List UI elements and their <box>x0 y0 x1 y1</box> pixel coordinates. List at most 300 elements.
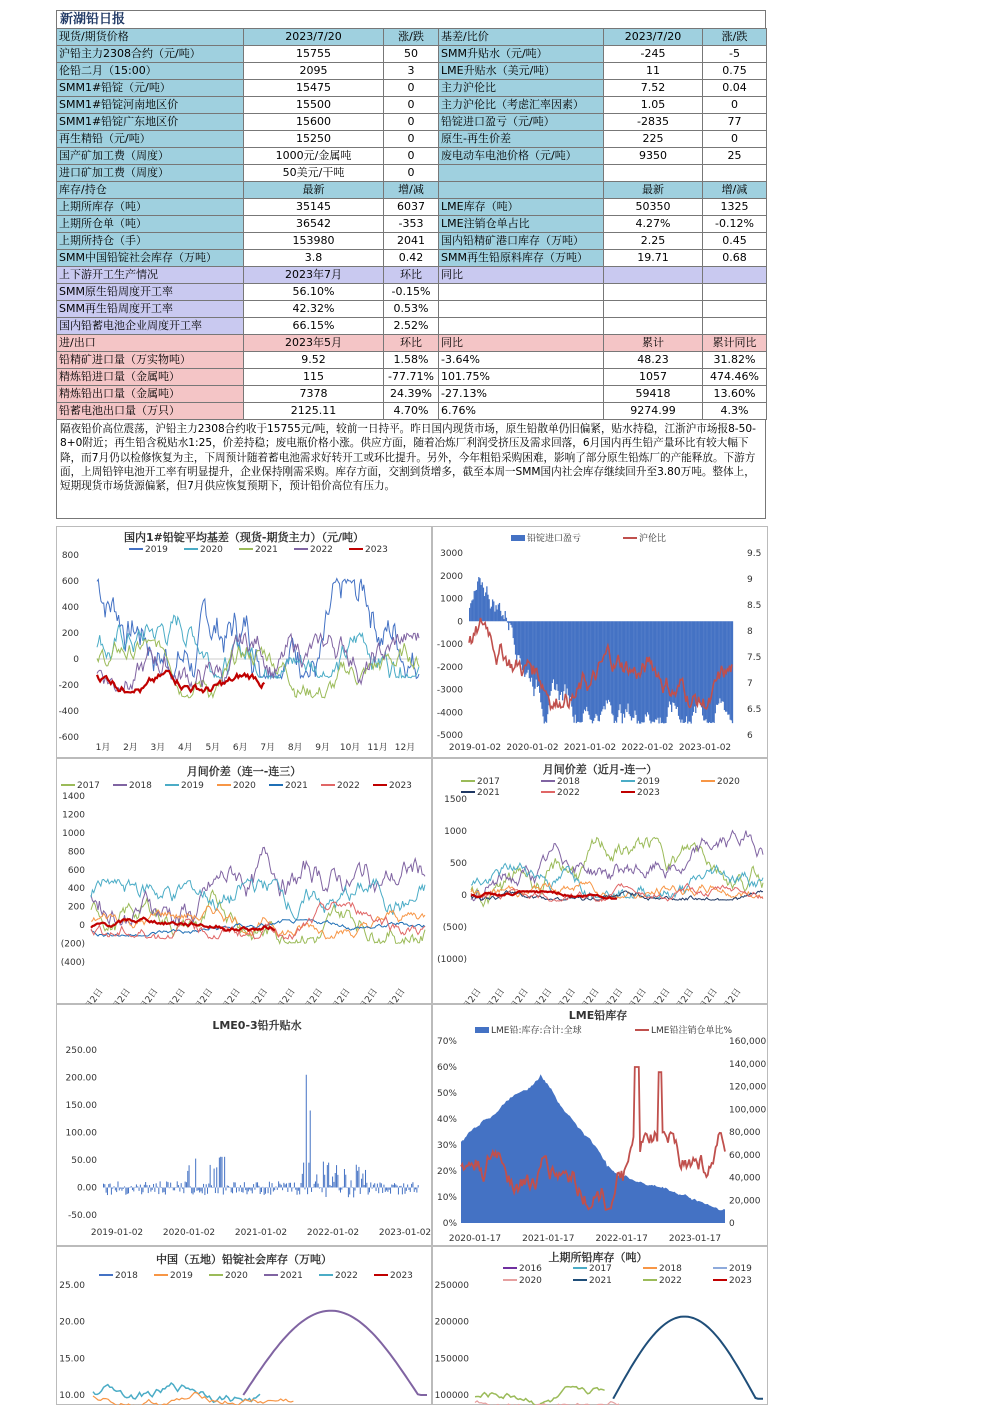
bar <box>314 1184 315 1188</box>
chart-title: 月间价差（连一-连三） <box>187 764 302 778</box>
y-tick-label: -2000 <box>437 663 463 673</box>
bar <box>178 1185 179 1187</box>
x-tick-label: 1月2日 <box>80 986 106 1016</box>
bar <box>273 1188 274 1192</box>
bar <box>673 621 674 703</box>
y-tick-label: -400 <box>59 707 80 717</box>
bar <box>376 1188 377 1192</box>
legend-label: 2019 <box>170 1271 193 1281</box>
table-cell: 225 <box>604 131 703 148</box>
bar <box>119 1188 120 1191</box>
bar <box>541 621 542 709</box>
y-tick-label: 0 <box>461 891 467 901</box>
bar <box>506 618 507 622</box>
table-cell: 9274.99 <box>604 403 703 420</box>
bar <box>320 1187 321 1188</box>
bar <box>161 1188 162 1189</box>
table-cell <box>439 182 604 199</box>
table-cell: 再生精铅（元/吨） <box>57 131 244 148</box>
bar <box>229 1187 230 1188</box>
y-tick-label: 70% <box>437 1037 457 1047</box>
bar <box>148 1188 149 1194</box>
x-tick-label: 2022-01-02 <box>621 743 673 753</box>
table-cell: 474.46% <box>703 369 767 386</box>
x-tick-label: 6月 <box>233 742 248 753</box>
table-cell: 2023年5月 <box>244 335 384 352</box>
bar <box>507 621 508 622</box>
bar <box>306 1075 307 1188</box>
bar <box>377 1184 378 1188</box>
table-cell: 77 <box>703 114 767 131</box>
table-cell: SMM1#铅锭（元/吨） <box>57 80 244 97</box>
bar <box>595 621 596 714</box>
y-tick-label: 800 <box>62 551 79 561</box>
bar <box>395 1184 396 1187</box>
bar <box>208 1184 209 1188</box>
market-commentary: 隔夜铅价高位震荡，沪铅主力2308合约收于15755元/吨，较前一日持平。昨日国内现货市场，原生铅散单仍旧偏紧，贴水持稳，江浙沪市场报8-50-8+0附近；再生铅含税贴水1:25，价差持稳；废电瓶价格小涨。供应方面，随着冶炼厂利润受挤压及需求回落，6月国内再生铅产量环比有较大幅下降，而7月仍以检修恢复为主，下周预计随着蓄电池需求好转开工或环比提升。另外，今年粗铅采购困难，影响了部分原生铅炼厂的产能释放。下游方面，上周铅锌电池开工率有明显提升，企业保持刚需采购。库存方面，交割到货增多，截至本周一SMM国内社会库存继续回升至3.80万吨。整体上，短期现货市场货源偏紧，但7月供应恢复预期下，预计铅价高位有压力。 <box>56 420 766 519</box>
bar <box>478 577 479 621</box>
x-tick-label: 2月2日 <box>107 986 133 1016</box>
bar <box>402 1188 403 1195</box>
bar <box>160 1181 161 1187</box>
bar <box>322 1188 323 1193</box>
y-tick-label: 60,000 <box>729 1151 761 1161</box>
table-cell: 0.42 <box>384 250 439 267</box>
bar <box>480 585 481 621</box>
bar <box>415 1188 416 1190</box>
bar <box>590 621 591 719</box>
table-cell: 进口矿加工费（周度） <box>57 165 244 182</box>
bar <box>663 621 664 723</box>
import-profit-ratio-chart <box>432 526 768 758</box>
series-line <box>97 640 419 698</box>
x-tick-label: 2月 <box>123 742 138 753</box>
x-tick-label: 11月 <box>367 742 387 753</box>
legend-label: 2020 <box>519 1276 542 1286</box>
bar <box>711 621 712 723</box>
bar <box>715 621 716 713</box>
bar <box>199 1188 200 1193</box>
bar <box>343 1187 344 1188</box>
table-cell <box>604 165 703 182</box>
bar <box>210 1165 211 1188</box>
table-row <box>57 369 767 386</box>
table-cell: 4.27% <box>604 216 703 233</box>
bar <box>136 1184 137 1187</box>
bar <box>414 1188 415 1192</box>
table-cell: -27.13% <box>439 386 604 403</box>
bar <box>110 1184 111 1188</box>
legend-label: 2017 <box>77 781 100 791</box>
legend-label: 2020 <box>225 1271 248 1281</box>
x-tick-label: 5月 <box>205 742 220 753</box>
bar <box>135 1187 136 1188</box>
y-tick-label: 150.00 <box>66 1101 98 1111</box>
bar <box>518 621 519 655</box>
table-cell <box>604 284 703 301</box>
bar <box>329 1185 330 1188</box>
bar <box>381 1183 382 1187</box>
bar <box>479 578 480 621</box>
y-tick-label: -3000 <box>437 686 463 696</box>
bar <box>569 621 570 702</box>
x-tick-label: 10月 <box>340 742 360 753</box>
table-cell: 精炼铅出口量（金属吨） <box>57 386 244 403</box>
y-tick-label: 0 <box>729 1219 735 1229</box>
bar <box>328 1163 329 1188</box>
table-cell: 增/减 <box>384 182 439 199</box>
table-cell: 现货/期货价格 <box>57 29 244 46</box>
table-cell: 9350 <box>604 148 703 165</box>
daily-report-sheet <box>56 10 766 519</box>
legend-label: LME铅注销仓单比% <box>651 1024 732 1036</box>
bar <box>570 621 571 697</box>
bar <box>515 621 516 654</box>
bar <box>368 1188 369 1195</box>
table-cell: 19.71 <box>604 250 703 267</box>
bar <box>497 610 498 622</box>
y-tick-label: -5000 <box>437 731 463 741</box>
bar <box>562 621 563 700</box>
x-tick-label: 5月2日 <box>189 986 215 1016</box>
bar <box>344 1169 345 1187</box>
bar <box>231 1188 232 1193</box>
x-tick-label: 2月2日 <box>481 986 507 1016</box>
bar <box>534 621 535 688</box>
bar <box>302 1174 303 1188</box>
table-cell: 15755 <box>244 46 384 63</box>
bar <box>249 1188 250 1190</box>
bar <box>191 1188 192 1194</box>
y-tick-label: 9.5 <box>747 549 761 559</box>
bar <box>493 601 494 621</box>
y-tick-label: (500) <box>443 923 467 933</box>
bar <box>664 621 665 723</box>
bar <box>585 621 586 711</box>
bar <box>547 621 548 714</box>
bar <box>601 621 602 711</box>
bar <box>290 1183 291 1188</box>
table-cell: 2023/7/20 <box>244 29 384 46</box>
x-tick-label: 9月 <box>315 742 330 753</box>
table-cell: LME注销仓单占比 <box>439 216 604 233</box>
price-table <box>56 28 767 420</box>
y-tick-label: 600 <box>68 866 85 876</box>
bar <box>244 1182 245 1187</box>
bar <box>720 621 721 703</box>
x-tick-label: 11月2日 <box>691 986 720 1021</box>
bar <box>200 1188 201 1192</box>
bar <box>203 1184 204 1188</box>
table-cell: 153980 <box>244 233 384 250</box>
table-cell: 56.10% <box>244 284 384 301</box>
table-cell: 0 <box>703 131 767 148</box>
table-row <box>57 284 767 301</box>
legend-label: 2020 <box>200 545 223 555</box>
table-row <box>57 233 767 250</box>
table-row <box>57 46 767 63</box>
bar <box>387 1188 388 1192</box>
bar <box>114 1186 115 1187</box>
table-cell: 废电动车电池价格（元/吨） <box>439 148 604 165</box>
bar <box>378 1188 379 1194</box>
bar <box>121 1188 122 1191</box>
table-cell: SMM再生铅原料库存（万吨） <box>439 250 604 267</box>
bar <box>219 1158 220 1188</box>
y-tick-label: 200 <box>62 629 79 639</box>
bar <box>123 1188 124 1189</box>
table-cell: 31.82% <box>703 352 767 369</box>
table-cell: -2835 <box>604 114 703 131</box>
y-tick-label: 10% <box>437 1193 457 1203</box>
legend-label: 铅锭进口盈亏 <box>527 532 581 544</box>
bar <box>701 621 702 707</box>
table-cell: LME库存（吨） <box>439 199 604 216</box>
bar <box>347 1188 348 1189</box>
bar <box>386 1188 387 1191</box>
bar <box>156 1183 157 1187</box>
chart-title: 月间价差（近月-连一） <box>543 762 658 776</box>
table-cell: 1.05 <box>604 97 703 114</box>
chart-title: LME0-3铅升贴水 <box>212 1018 301 1032</box>
bar <box>261 1188 262 1193</box>
table-cell: 0 <box>384 165 439 182</box>
bar <box>691 621 692 723</box>
bar <box>225 1188 226 1191</box>
table-cell: 上期所仓单（吨） <box>57 216 244 233</box>
y-tick-label: 250.00 <box>66 1046 98 1056</box>
bar <box>391 1185 392 1188</box>
bar <box>374 1183 375 1187</box>
table-cell: 50美元/干吨 <box>244 165 384 182</box>
bar <box>482 582 483 621</box>
bar <box>684 621 685 723</box>
bar <box>411 1184 412 1188</box>
y-tick-label: 1000 <box>444 827 467 837</box>
bar <box>575 621 576 714</box>
bar <box>237 1187 238 1188</box>
table-cell: 6037 <box>384 199 439 216</box>
bar <box>603 621 604 706</box>
bar <box>716 621 717 705</box>
legend-label: 2021 <box>285 781 308 791</box>
bar <box>266 1187 267 1188</box>
bar <box>115 1188 116 1191</box>
table-cell: 13.60% <box>703 386 767 403</box>
legend-label: 2022 <box>335 1271 358 1281</box>
bar <box>494 612 495 622</box>
spread-1-3-chart <box>56 758 432 1004</box>
bar <box>279 1184 280 1188</box>
bar <box>275 1186 276 1187</box>
bar <box>637 621 638 723</box>
bar <box>351 1180 352 1187</box>
x-tick-label: 8月2日 <box>623 986 649 1016</box>
y-tick-label: (400) <box>61 958 85 968</box>
y-tick-label: 1000 <box>440 595 463 605</box>
table-cell: -0.15% <box>384 284 439 301</box>
y-tick-label: 2000 <box>440 572 463 582</box>
x-tick-label: 7月2日 <box>599 986 625 1016</box>
bar <box>489 599 490 621</box>
bar <box>107 1188 108 1196</box>
bar <box>257 1182 258 1187</box>
x-tick-label: 6月2日 <box>576 986 602 1016</box>
y-tick-label: 400 <box>68 884 85 894</box>
table-cell: LME升贴水（美元/吨） <box>439 63 604 80</box>
bar <box>617 621 618 717</box>
table-row <box>57 335 767 352</box>
table-cell <box>703 267 767 284</box>
table-cell <box>703 318 767 335</box>
bar <box>175 1188 176 1189</box>
table-row <box>57 182 767 199</box>
legend-label: 2021 <box>280 1271 303 1281</box>
bar <box>117 1181 118 1187</box>
bar <box>418 1185 419 1187</box>
bar <box>681 621 682 719</box>
bar <box>182 1188 183 1189</box>
legend-label: 2022 <box>557 788 580 798</box>
x-tick-label: 3月2日 <box>505 986 531 1016</box>
bar <box>327 1165 328 1187</box>
table-cell: 15250 <box>244 131 384 148</box>
table-cell: 0 <box>384 148 439 165</box>
bar <box>719 621 720 698</box>
y-tick-label: 0 <box>79 921 85 931</box>
bar <box>120 1188 121 1189</box>
bar <box>153 1184 154 1188</box>
y-tick-label: 8.5 <box>747 601 761 611</box>
bar <box>216 1167 217 1187</box>
legend-label: 2019 <box>181 781 204 791</box>
bar <box>529 621 530 678</box>
bar <box>649 621 650 720</box>
y-tick-label: -4000 <box>437 708 463 718</box>
bar <box>272 1183 273 1187</box>
bar <box>549 621 550 695</box>
bar <box>299 1188 300 1195</box>
bar <box>362 1174 363 1188</box>
bar <box>627 621 628 703</box>
bar <box>295 1188 296 1190</box>
bar <box>212 1188 213 1189</box>
table-cell: 环比 <box>384 267 439 284</box>
legend-label: 2019 <box>637 777 660 787</box>
table-cell: 累计同比 <box>703 335 767 352</box>
bar <box>103 1184 104 1188</box>
bar <box>475 591 476 622</box>
table-cell: 42.32% <box>244 301 384 318</box>
bar <box>604 621 605 709</box>
table-cell: 50 <box>384 46 439 63</box>
bar <box>281 1185 282 1188</box>
series-line <box>91 847 425 925</box>
bar <box>262 1187 263 1188</box>
bar <box>568 621 569 695</box>
legend-label: 2022 <box>659 1276 682 1286</box>
bar <box>656 621 657 720</box>
bar <box>513 621 514 638</box>
bar <box>366 1183 367 1188</box>
bar <box>332 1177 333 1188</box>
y-tick-label: 30% <box>437 1141 457 1151</box>
table-row <box>57 80 767 97</box>
bar <box>525 621 526 674</box>
bar <box>318 1184 319 1188</box>
bar <box>128 1188 129 1194</box>
x-tick-label: 8月 <box>288 742 303 753</box>
bar <box>228 1186 229 1188</box>
table-cell: 原生-再生价差 <box>439 131 604 148</box>
y-tick-label: -600 <box>59 733 80 743</box>
table-cell: 国内铅蓄电池企业周度开工率 <box>57 318 244 335</box>
bar <box>125 1188 126 1195</box>
x-tick-label: 12月2日 <box>378 986 407 1021</box>
bar <box>333 1182 334 1188</box>
table-cell: 0.45 <box>703 233 767 250</box>
table-cell: 上期所库存（吨） <box>57 199 244 216</box>
bar <box>360 1188 361 1194</box>
bar <box>146 1185 147 1187</box>
table-cell <box>604 267 703 284</box>
y-tick-label: 6.5 <box>747 705 761 715</box>
chart-title: 国内1#铅锭平均基差（现货-期货主力）（元/吨） <box>124 530 364 544</box>
table-cell: 4.3% <box>703 403 767 420</box>
bar <box>297 1188 298 1195</box>
bar <box>106 1188 107 1193</box>
y-tick-label: 50.00 <box>71 1156 97 1166</box>
bar <box>358 1167 359 1188</box>
table-cell <box>439 284 604 301</box>
bar <box>171 1187 172 1188</box>
bar <box>499 603 500 621</box>
table-cell: 基差/比价 <box>439 29 604 46</box>
y-tick-label: 7 <box>747 679 753 689</box>
bar <box>599 621 600 721</box>
table-cell: 库存/持仓 <box>57 182 244 199</box>
bar <box>348 1188 349 1198</box>
bar <box>586 621 587 707</box>
bar <box>576 621 577 723</box>
bar <box>240 1185 241 1187</box>
bar <box>648 621 649 714</box>
y-tick-label: 0.00 <box>77 1184 97 1194</box>
bar <box>588 621 589 715</box>
table-cell: 涨/跌 <box>384 29 439 46</box>
legend-label: 2021 <box>477 788 500 798</box>
y-tick-label: 20% <box>437 1167 457 1177</box>
bar <box>407 1185 408 1188</box>
bar <box>556 621 557 684</box>
table-cell: 涨/跌 <box>703 29 767 46</box>
shfe-stock-chart <box>432 1246 768 1405</box>
bar <box>336 1165 337 1187</box>
bar <box>173 1188 174 1191</box>
legend-label: 2021 <box>255 545 278 555</box>
bar <box>165 1188 166 1195</box>
bar <box>282 1188 283 1191</box>
bar <box>194 1188 195 1193</box>
bar <box>394 1183 395 1187</box>
bar <box>353 1188 354 1198</box>
table-cell: 沪铅主力2308合约（元/吨） <box>57 46 244 63</box>
table-cell: 0 <box>703 97 767 114</box>
y-tick-label: 100.00 <box>66 1129 98 1139</box>
legend-label: 2018 <box>115 1271 138 1281</box>
bar <box>600 621 601 715</box>
legend-label: 2020 <box>717 777 740 787</box>
